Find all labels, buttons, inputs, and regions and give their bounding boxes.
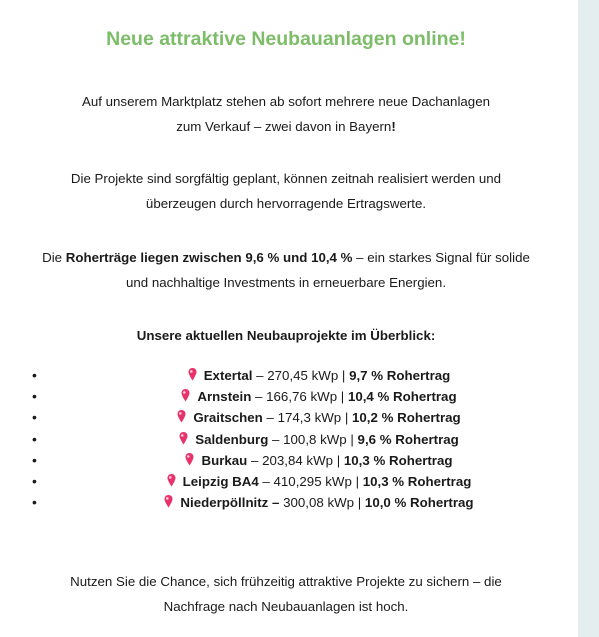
closing-paragraph — [0, 569, 578, 619]
description-line-2: überzeugen durch hervorragende Ertragswerte. — [145, 196, 427, 211]
project-return: 10,4 % Rohertrag — [347, 389, 457, 405]
closing-line-1: Nutzen Sie die Chance, sich frühzeitig attraktive Projekte zu sichern – die — [70, 574, 502, 589]
project-return: 10,3 % Rohertrag — [362, 473, 472, 489]
intro-line-1: Auf unserem Marktplatz stehen ab sofort mehrere neue Dachanlagen — [81, 94, 490, 109]
bullet-point: • — [32, 494, 37, 511]
project-item — [0, 471, 578, 492]
project-name: Extertal — [203, 368, 253, 383]
pushpin-icon — [164, 495, 173, 508]
project-name: Arnstein — [197, 389, 252, 405]
project-name: Leipzig BA4 — [182, 473, 259, 489]
project-return: 10,2 % Rohertrag — [352, 410, 461, 426]
project-return: 10,3 % Rohertrag — [343, 452, 453, 468]
returns-suffix: – ein starkes Signal für solide — [352, 250, 530, 265]
project-details: – 174,3 kWp | — [262, 410, 353, 426]
project-details: – 270,45 kWp | — [252, 368, 350, 383]
pushpin-icon — [179, 432, 188, 445]
returns-line-2: und nachhaltige Investments in erneuerbare Energien. — [125, 275, 447, 290]
project-item — [0, 492, 578, 513]
returns-paragraph — [0, 245, 578, 295]
bullet-point: • — [32, 409, 37, 426]
projects-heading: Unsere aktuellen Neubauprojekte im Überblick: — [136, 328, 436, 343]
project-item — [0, 407, 578, 428]
project-name: Burkau — [201, 452, 248, 468]
project-item — [0, 429, 578, 450]
intro-paragraph — [0, 89, 578, 139]
intro-exclamation: ! — [391, 119, 396, 134]
pushpin-icon — [188, 368, 197, 381]
project-item — [0, 365, 578, 386]
bullet-point: • — [32, 472, 37, 489]
bullet-point: • — [32, 430, 37, 447]
closing-line-2: Nachfrage nach Neubauanlagen ist hoch. — [163, 599, 409, 614]
project-return: 10,0 % Rohertrag — [364, 495, 474, 511]
project-list — [0, 365, 578, 513]
project-item — [0, 450, 578, 471]
project-return: 9,6 % Rohertrag — [357, 431, 459, 447]
intro-line-2: zum Verkauf – zwei davon in Bayern — [176, 119, 392, 134]
project-return: 9,7 % Rohertrag — [349, 368, 451, 383]
returns-prefix: Die — [42, 250, 66, 265]
project-name: Niederpöllnitz – — [180, 495, 280, 511]
pushpin-icon — [177, 410, 186, 423]
project-details: – 410,295 kWp | — [258, 473, 363, 489]
pushpin-icon — [181, 389, 190, 402]
project-name: Saldenburg — [195, 431, 269, 447]
project-details: – 100,8 kWp | — [268, 431, 358, 447]
page-title: Neue attraktive Neubauanlagen online! — [106, 28, 466, 50]
pushpin-icon — [185, 453, 194, 466]
right-sidebar — [578, 0, 599, 637]
description-line-1: Die Projekte sind sorgfältig geplant, können zeitnah realisiert werden und — [70, 171, 502, 186]
bullet-point: • — [32, 388, 37, 405]
project-item — [0, 386, 578, 407]
bullet-point: • — [32, 451, 37, 468]
returns-range: Roherträge liegen zwischen 9,6 % und 10,4 % — [65, 250, 353, 265]
description-paragraph — [0, 166, 578, 216]
bullet-point: • — [32, 367, 37, 383]
project-name: Graitschen — [193, 410, 263, 426]
project-details: – 203,84 kWp | — [247, 452, 344, 468]
project-details: 300,08 kWp | — [279, 495, 365, 511]
pushpin-icon — [167, 474, 176, 487]
project-details: – 166,76 kWp | — [251, 389, 348, 405]
